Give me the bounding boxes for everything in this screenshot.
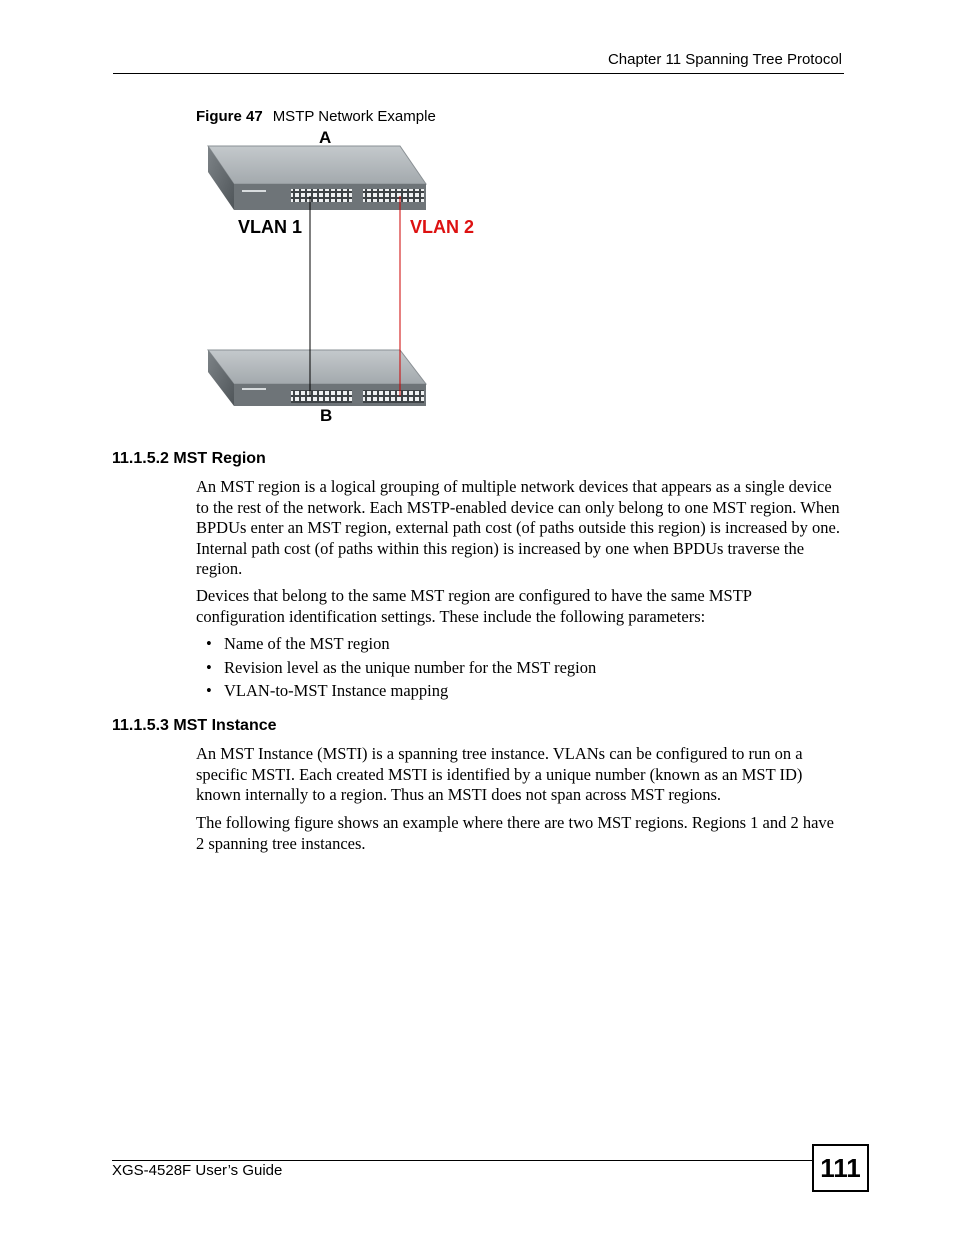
paragraph: Devices that belong to the same MST region are configured to have the same MSTP configuration identification settings. These include the following parameters: — [196, 586, 752, 626]
figure-caption — [196, 108, 436, 125]
switch-a — [208, 146, 426, 210]
list-item-text: VLAN-to-MST Instance mapping — [224, 681, 449, 700]
label-a: A — [319, 128, 332, 147]
list-item-text: Revision level as the unique number for the MST region — [224, 657, 597, 677]
switch-b — [208, 350, 426, 406]
header-rule — [113, 73, 844, 74]
vlan2-label: VLAN 2 — [410, 217, 475, 237]
mstp-network-diagram — [180, 126, 500, 426]
label-b: B — [320, 406, 333, 425]
paragraph: The following figure shows an example where there are two MST regions. Regions 1 and 2 have 2 spanning tree instances. — [196, 813, 834, 853]
bullet-glyph: • — [206, 681, 212, 700]
bullet-glyph: • — [206, 634, 212, 653]
list-item — [196, 679, 844, 703]
guide-title: XGS-4528F User’s Guide — [112, 1162, 283, 1179]
figure-title: MSTP Network Example — [272, 108, 436, 125]
footer-rule — [112, 1160, 812, 1161]
list-item-text: Name of the MST region — [224, 634, 390, 653]
paragraph: An MST Instance (MSTI) is a spanning tree instance. VLANs can be configured to run on a specific MSTI. Each created MSTI is identified by a unique number (known as an MST ID) known internally to a region. Thus an MSTI does not span across MST regions. — [196, 744, 803, 804]
figure-number: Figure 47 — [196, 108, 263, 125]
list-item — [196, 632, 844, 656]
section-heading-mst-instance: 11.1.5.3 MST Instance — [112, 717, 277, 734]
chapter-header: Chapter 11 Spanning Tree Protocol — [607, 51, 842, 68]
section-heading-mst-region: 11.1.5.2 MST Region — [112, 450, 266, 467]
list-item — [196, 656, 844, 680]
page-number: 111 — [812, 1144, 869, 1192]
paragraph: An MST region is a logical grouping of multiple network devices that appears as a single device to the rest of the network. Each MSTP-enabled device can only belong to one MST region. When BPDUs enter an MST region, external path cost (of paths outside this region) is increased by one. Internal path cost (of paths within this region) is increased by one when BPDUs traverse the region. — [196, 477, 840, 578]
parameter-list — [196, 632, 844, 703]
bullet-glyph: • — [206, 657, 212, 677]
vlan1-label: VLAN 1 — [238, 217, 303, 237]
